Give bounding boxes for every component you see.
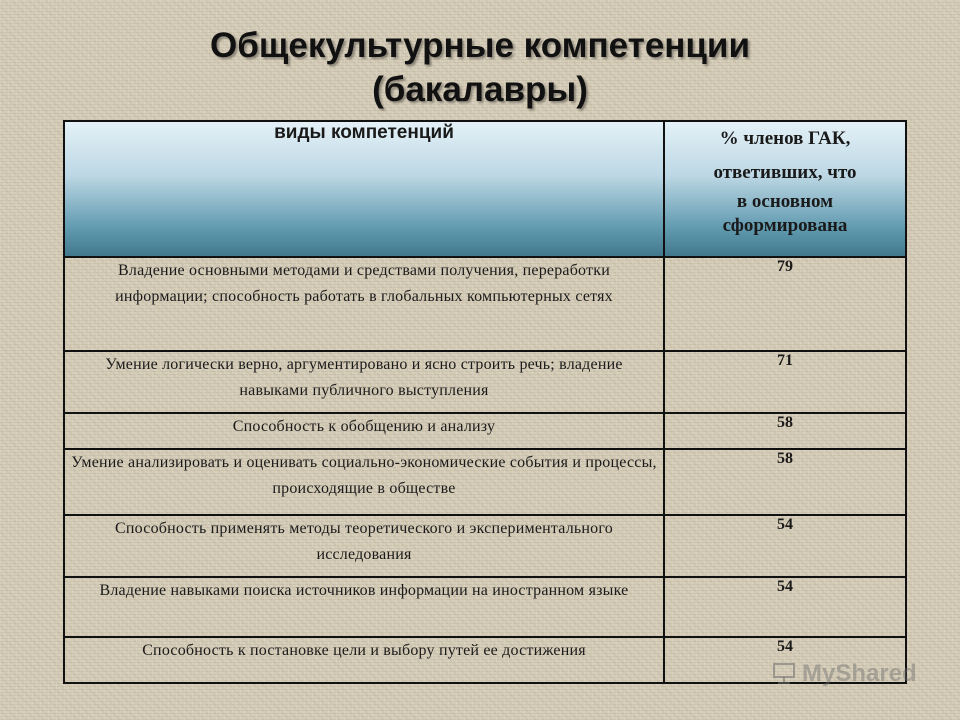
watermark	[772, 660, 917, 688]
column-header-percent	[664, 121, 906, 257]
competency-percent: 79	[664, 257, 906, 351]
competency-name: Умение логически верно, аргументировано и ясно строить речь; владение навыками публичного выступления	[64, 351, 664, 413]
column-header-name: виды компетенций	[64, 121, 664, 257]
table-header-row	[64, 121, 906, 257]
table-row	[64, 257, 906, 351]
column-header-percent-line: сформирована	[722, 215, 848, 236]
table-row	[64, 449, 906, 515]
competency-percent: 54	[664, 637, 906, 683]
page-title-line1: Общекультурные компетенции	[210, 26, 750, 65]
column-header-percent-line: % членов ГАК,	[719, 128, 851, 149]
column-header-percent-line: ответивших, что	[713, 162, 857, 183]
competency-name: Способность к постановке цели и выбору путей ее достижения	[64, 637, 664, 683]
watermark-text: MyShared	[802, 660, 917, 687]
competencies-table	[63, 120, 907, 684]
column-header-percent-line: в основном	[736, 191, 834, 212]
competency-percent: 58	[664, 413, 906, 449]
competency-name: Способность применять методы теоретического и экспериментального исследования	[64, 515, 664, 577]
table-row	[64, 413, 906, 449]
competency-name: Умение анализировать и оценивать социально-экономические события и процессы, происходящие в обществе	[64, 449, 664, 515]
competency-name: Владение навыками поиска источников информации на иностранном языке	[64, 577, 664, 637]
table-row	[64, 351, 906, 413]
competency-name: Владение основными методами и средствами получения, переработки информации; способность работать в глобальных компьютерных сетях	[64, 257, 664, 351]
presentation-icon	[772, 662, 796, 684]
table-row	[64, 577, 906, 637]
page-title	[0, 24, 960, 112]
table-row	[64, 515, 906, 577]
competency-name: Способность к обобщению и анализу	[64, 413, 664, 449]
competency-percent: 58	[664, 449, 906, 515]
page-title-line2: (бакалавры)	[372, 70, 588, 109]
competency-percent: 54	[664, 577, 906, 637]
competency-percent: 54	[664, 515, 906, 577]
competency-percent: 71	[664, 351, 906, 413]
